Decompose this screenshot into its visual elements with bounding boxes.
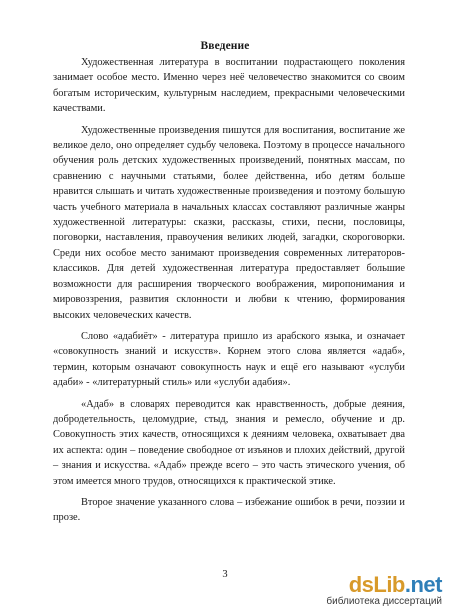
paragraph-intro: Художественная литература в воспитании подрастающего поколения занимает особое место. Именно через неё человечество знакомится со своим богатым историческим, культурным наследием, прекрасными человеческими качествами. [53, 57, 405, 115]
document-body [53, 55, 405, 530]
dslib-logo-part2: .net [404, 572, 442, 597]
paragraph-adab-meaning: «Адаб» в словарях переводится как нравственность, добрые деяния, добродетельность, целомудрие, стыд, знания и ремесло, обучение и др. Совокупность этих качеств, относящихся к деяниям человека, охватывает два их аспекта: один – поведение свободное от изъянов и плохих действий, другой – знания и искусства. «Адаб» прежде всего – это часть этического учения, об этом имеется много трудов, относящихся к практической этике. [53, 398, 405, 487]
paragraph-artworks: Художественные произведения пишутся для воспитания, воспитание же великое дело, оно определяет судьбу человека. Поэтому в процессе начального обучения роль детских художественных произведений, понятных массам, по сравнению с научными статьями, более действенна, ибо детям больше нравится слышать и читать художественные произведения и поэтому большую часть учебного материала в начальных классах составляют различные жанры художественной литературы: сказки, рассказы, стихи, песни, пословицы, поговорки, наставления, правоучения великих людей, загадки, скороговорки. Среди них особое место занимают произведения современных литераторов-классиков. Для детей художественная литература предоставляет большие возможности для расширения творческого воображения, миропонимания и мировоззрения, развития склонности и любви к чтению, формирования высоких человеческих качеств. [53, 124, 405, 321]
paragraph-adabiyot: Слово «адабиёт» - литература пришло из арабского языка, и означает «совокупность знаний и искусств». Корнем этого слова является «адаб», термин, которым означают совокупность наук и ещё его называют «услуби адаби» - «литературный стиль» или «услуби адабия». [53, 330, 405, 389]
page-number: 3 [222, 569, 228, 580]
dslib-subtitle: библиотека диссертаций [326, 596, 442, 607]
dslib-logo-part1: dsLib [348, 572, 405, 597]
document-title: Введение [200, 40, 250, 52]
dslib-logo [326, 574, 442, 596]
dslib-watermark [326, 574, 442, 607]
paragraph-second-meaning: Второе значение указанного слова – избежание ошибок в речи, поэзии и прозе. [53, 496, 405, 524]
